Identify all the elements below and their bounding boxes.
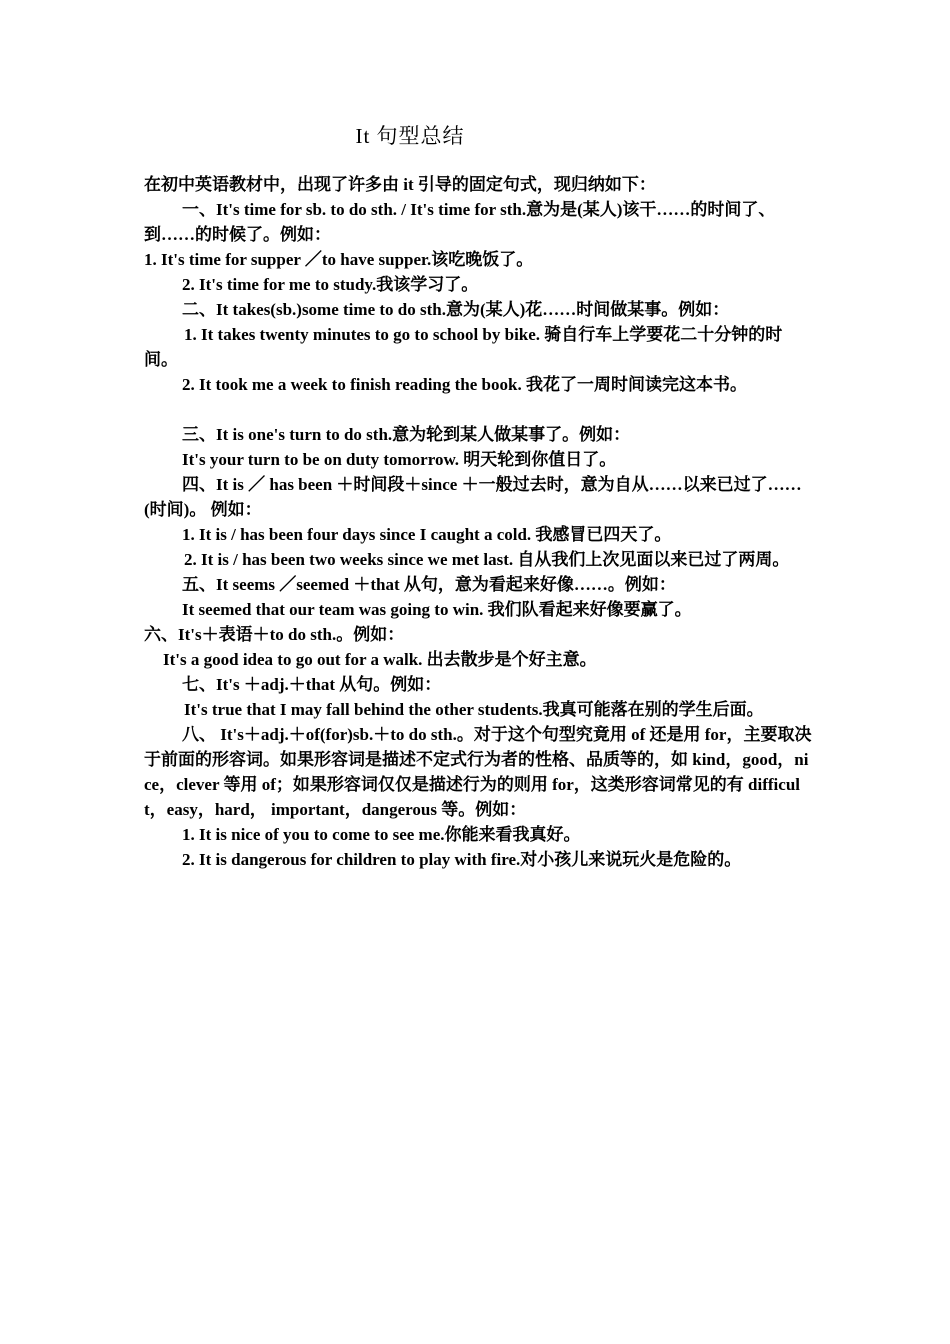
paragraph: 1. It is nice of you to come to see me.你能来看我真好。 [182,825,581,844]
paragraph: 1. It takes twenty minutes to go to school by bike. 骑自行车上学要花二十分钟的时间。 [144,325,783,369]
paragraph: 六、It's＋表语＋to do sth.。例如： [144,625,405,644]
paragraph: 在初中英语教材中，出现了许多由 it 引导的固定句式，现归纳如下： [144,175,656,194]
paragraph: 一、It's time for sb. to do sth. / It's time for sth.意为是(某人)该干……的时间了、到……的时候了。例如： [144,200,776,244]
paragraph: 七、It's ＋adj.＋that 从句。例如： [182,675,442,694]
paragraph: 八、 It's＋adj.＋of(for)sb.＋to do sth.。对于这个句型究竟用 of 还是用 for，主要取决于前面的形容词。如果形容词是描述不定式行为者的性格、品质等的，如 kind，good，nice，clever 等用 of；如果形容词仅仅是描述行为的则用 for，这类形容词常见的有 difficult，easy，hard， important，dangerous 等。例如： [144,725,812,819]
paragraph: It's true that I may fall behind the other students.我真可能落在别的学生后面。 [184,700,764,719]
paragraph: 1. It is / has been four days since I caught a cold. 我感冒已四天了。 [182,525,672,544]
paragraph: 1. It's time for supper ／to have supper.该吃晚饭了。 [144,250,534,269]
document-body [144,172,814,872]
paragraph: 2. It took me a week to finish reading the book. 我花了一周时间读完这本书。 [182,375,747,394]
paragraph: 2. It is / has been two weeks since we met last. 自从我们上次见面以来已过了两周。 [184,550,790,569]
blank-line [144,397,814,422]
paragraph: It's your turn to be on duty tomorrow. 明天轮到你值日了。 [182,450,617,469]
paragraph: 四、It is ／ has been ＋时间段＋since ＋一般过去时，意为自从……以来已过了……(时间)。 例如： [144,475,802,519]
paragraph: 三、It is one's turn to do sth.意为轮到某人做某事了。例如： [182,425,631,444]
paragraph: 五、It seems ／seemed ＋that 从句，意为看起来好像……。例如： [182,575,676,594]
paragraph: 二、It takes(sb.)some time to do sth.意为(某人)花……时间做某事。例如： [182,300,730,319]
paragraph: It's a good idea to go out for a walk. 出去散步是个好主意。 [163,650,597,669]
paragraph: 2. It's time for me to study.我该学习了。 [182,275,479,294]
page-title: It 句型总结 [355,124,465,148]
paragraph: 2. It is dangerous for children to play with fire.对小孩儿来说玩火是危险的。 [182,850,742,869]
paragraph: It seemed that our team was going to win. 我们队看起来好像要赢了。 [182,600,692,619]
